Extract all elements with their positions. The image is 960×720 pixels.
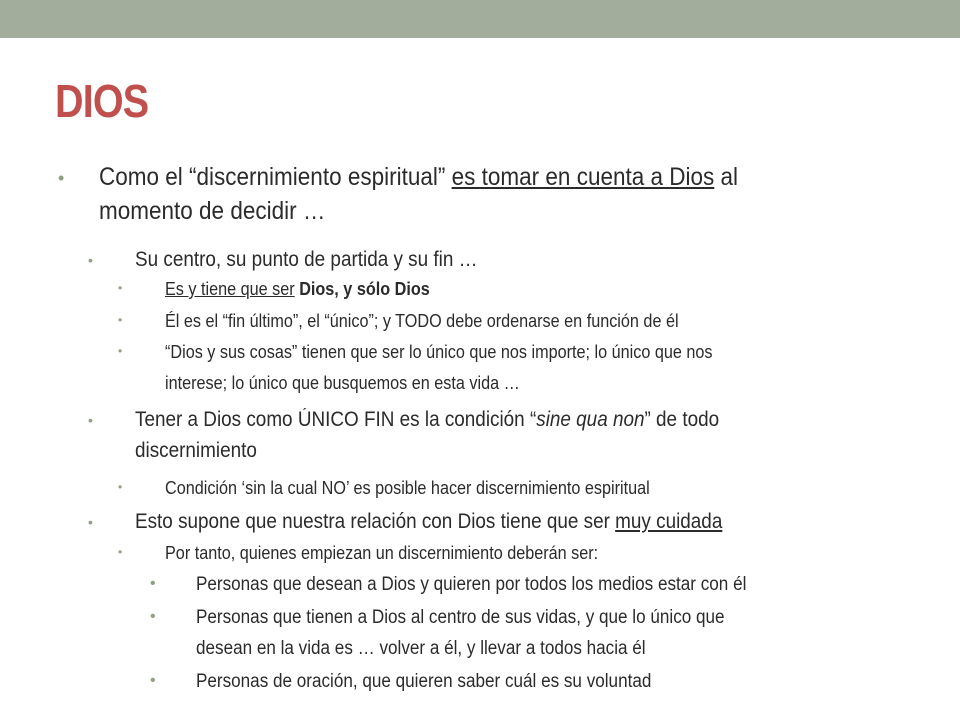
bullet-level4: • [150, 608, 156, 625]
bullet-level4: • [150, 672, 156, 689]
bullet-level2: • [88, 252, 93, 268]
bullet-4-text: Él es el “fin último”, el “único”; y TODO debe ordenarse en función de él [165, 311, 679, 331]
bullet-9-text: Por tanto, quienes empiezan un discernimiento deberán ser: [165, 543, 599, 563]
bullet-level1: • [58, 168, 65, 188]
bullet-11-text-cont: desean en la vida es … volver a él, y llevar a todos hacia él [196, 638, 646, 659]
bullet-5-text-cont: interese; lo único que busquemos en esta vida … [165, 373, 520, 393]
bullet-10-text: Personas que desean a Dios y quieren por todos los medios estar con él [196, 574, 747, 595]
bullet-2-text: Su centro, su punto de partida y su fin … [135, 248, 478, 271]
bullet-5-text: “Dios y sus cosas” tienen que ser lo único que nos importe; lo único que nos [165, 342, 713, 362]
bullet-level3: • [118, 480, 123, 494]
bullet-level2: • [88, 514, 93, 530]
bullet-12-text: Personas de oración, que quieren saber cuál es su voluntad [196, 671, 652, 692]
bullet-7-text: Condición ‘sin la cual NO’ es posible hacer discernimiento espiritual [165, 478, 650, 498]
bullet-11-text: Personas que tienen a Dios al centro de sus vidas, y que lo único que [196, 607, 725, 628]
bullet-level3: • [118, 545, 123, 559]
bullet-level3: • [118, 281, 123, 295]
bullet-level3: • [118, 344, 123, 358]
bullet-level3: • [118, 313, 123, 327]
bullet-8-text: Esto supone que nuestra relación con Dios tiene que ser muy cuidada [135, 510, 723, 533]
bullet-level4: • [150, 575, 156, 592]
slide-title: DIOS [55, 75, 149, 127]
top-accent-bar [0, 0, 960, 38]
bullet-3-text: Es y tiene que ser Dios, y sólo Dios [165, 279, 430, 299]
bullet-6-text-cont: discernimiento [135, 439, 257, 462]
bullet-6-text: Tener a Dios como ÚNICO FIN es la condición “sine qua non” de todo [135, 408, 720, 431]
bullet-level2: • [88, 412, 93, 428]
bullet-1-text-cont: momento de decidir … [99, 197, 326, 225]
bullet-1-text: Como el “discernimiento espiritual” es tomar en cuenta a Dios al [99, 163, 739, 191]
